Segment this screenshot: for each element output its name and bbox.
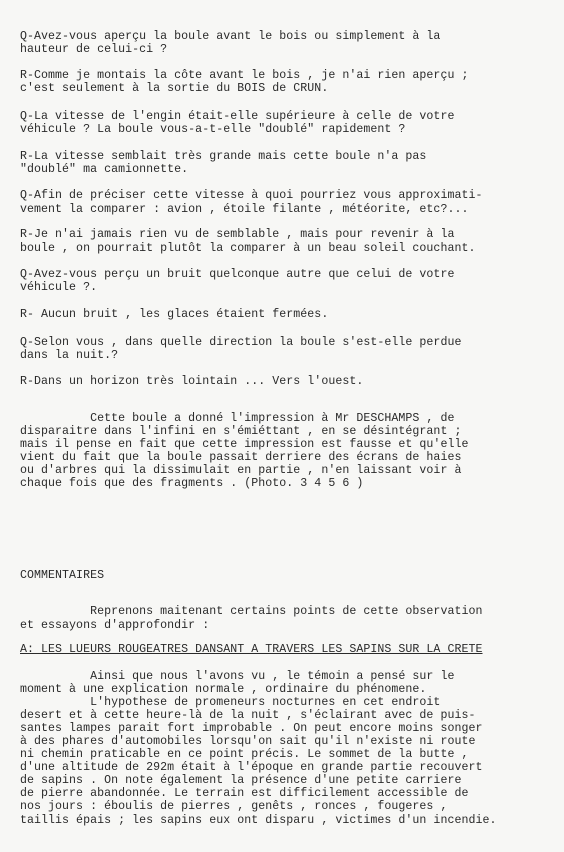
paragraph-line: Cette boule a donné l'impression à Mr DESCHAMPS , de <box>20 412 455 425</box>
qa-line: vement la comparer : avion , étoile filante , météorite, etc?... <box>20 203 469 216</box>
qa-line: Q-Afin de préciser cette vitesse à quoi pourriez vous approximati- <box>20 189 483 202</box>
qa-line: c'est seulement à la sortie du BOIS de CRUN. <box>20 82 329 95</box>
paragraph-line: taillis épais ; les sapins eux ont disparu , victimes d'un incendie. <box>20 814 497 827</box>
qa-line: R-La vitesse semblait très grande mais cette boule n'a pas <box>20 150 427 163</box>
paragraph-line: de sapins . On note également la présence d'une petite carriere <box>20 774 462 787</box>
qa-line: Q-Avez-vous perçu un bruit quelconque autre que celui de votre <box>20 268 455 281</box>
qa-line: Q-Avez-vous aperçu la boule avant le bois ou simplement à la <box>20 30 441 43</box>
qa-line: R-Comme je montais la côte avant le bois , je n'ai rien aperçu ; <box>20 69 469 82</box>
paragraph-line: disparaitre dans l'infini en s'émiéttant , en se désintégrant ; <box>20 425 462 438</box>
paragraph-line: d'une altitude de 292m était à l'époque en grande partie recouvert <box>20 761 483 774</box>
qa-line: Q-Selon vous , dans quelle direction la boule s'est-elle perdue <box>20 336 462 349</box>
paragraph-line: ni chemin praticable en ce point précis. Le sommet de la butte , <box>20 748 469 761</box>
commentaires-heading: COMMENTAIRES <box>20 569 105 582</box>
section-a-heading: A: LES LUEURS ROUGEATRES DANSANT A TRAVERS LES SAPINS SUR LA CRETE <box>20 643 483 656</box>
paragraph-line: et essayons d'approfondir : <box>20 619 210 632</box>
qa-line: véhicule ?. <box>20 281 98 294</box>
paragraph-line: Reprenons maitenant certains points de cette observation <box>20 605 483 618</box>
paragraph-line: vient du fait que la boule passait derriere des écrans de haies <box>20 451 462 464</box>
qa-line: boule , on pourrait plutôt la comparer à un beau soleil couchant. <box>20 242 476 255</box>
paragraph-line: chaque fois que des fragments . (Photo. 3 4 5 6 ) <box>20 477 364 490</box>
qa-line: R- Aucun bruit , les glaces étaient fermées. <box>20 308 329 321</box>
paragraph-line: Ainsi que nous l'avons vu , le témoin a pensé sur le <box>20 670 455 683</box>
paragraph-line: desert et à cette heure-là de la nuit , s'éclairant avec de puis- <box>20 709 476 722</box>
paragraph-line: de pierre abandonnée. Le terrain est difficilement accessible de <box>20 787 469 800</box>
qa-line: "doublé" ma camionnette. <box>20 163 189 176</box>
paragraph-line: à des phares d'automobiles lorsqu'on sait qu'il n'existe ni route <box>20 735 476 748</box>
qa-line: R-Je n'ai jamais rien vu de semblable , mais pour revenir à la <box>20 228 455 241</box>
paragraph-line: mais il pense en fait que cette impression est fausse et qu'elle <box>20 438 469 451</box>
qa-line: Q-La vitesse de l'engin était-elle supérieure à celle de votre <box>20 110 455 123</box>
qa-line: hauteur de celui-ci ? <box>20 43 168 56</box>
paragraph-line: santes lampes parait fort improbable . On peut encore moins songer <box>20 722 483 735</box>
qa-line: dans la nuit.? <box>20 349 119 362</box>
paragraph-line: L'hypothese de promeneurs nocturnes en cet endroit <box>20 696 441 709</box>
qa-line: véhicule ? La boule vous-a-t-elle "doublé" rapidement ? <box>20 123 406 136</box>
paragraph-line: ou d'arbres qui la dissimulait en partie , n'en laissant voir à <box>20 464 462 477</box>
paragraph-line: moment à une explication normale , ordinaire du phénomene. <box>20 683 427 696</box>
paragraph-line: nos jours : éboulis de pierres , genêts , ronces , fougeres , <box>20 800 448 813</box>
qa-line: R-Dans un horizon très lointain ... Vers l'ouest. <box>20 375 364 388</box>
